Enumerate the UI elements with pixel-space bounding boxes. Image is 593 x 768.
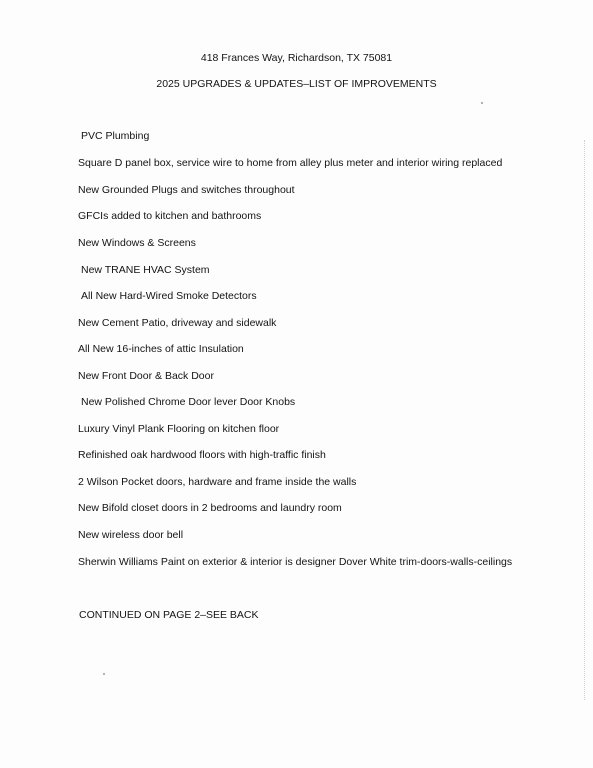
list-item: All New 16-inches of attic Insulation [78,343,244,355]
list-item: New Windows & Screens [78,237,196,249]
document-title: 2025 UPGRADES & UPDATES–LIST OF IMPROVEMENTS [156,78,437,90]
property-address: 418 Frances Way, Richardson, TX 75081 [200,52,393,64]
list-item: All New Hard-Wired Smoke Detectors [81,290,257,302]
list-item: New Cement Patio, driveway and sidewalk [78,317,277,329]
list-item: Sherwin Williams Paint on exterior & interior is designer Dover White trim-doors-walls-ceilings [78,556,513,568]
list-item: PVC Plumbing [81,130,150,142]
list-item: New Front Door & Back Door [78,370,214,382]
list-item: New Polished Chrome Door lever Door Knobs [81,396,296,408]
list-item: GFCIs added to kitchen and bathrooms [78,210,262,222]
list-item: Luxury Vinyl Plank Flooring on kitchen floor [78,423,280,435]
scan-speck [481,102,483,104]
list-item: New wireless door bell [78,529,184,541]
list-item: New Bifold closet doors in 2 bedrooms and laundry room [78,502,342,514]
continued-note: CONTINUED ON PAGE 2–SEE BACK [79,609,259,621]
list-item: Refinished oak hardwood floors with high-traffic finish [78,449,326,461]
list-item: Square D panel box, service wire to home from alley plus meter and interior wiring replaced [78,157,503,169]
list-item: New Grounded Plugs and switches throughout [78,184,295,196]
scan-edge-noise [582,140,585,700]
scan-speck [103,673,105,675]
list-item: New TRANE HVAC System [81,264,210,276]
list-item: 2 Wilson Pocket doors, hardware and frame inside the walls [78,476,357,488]
